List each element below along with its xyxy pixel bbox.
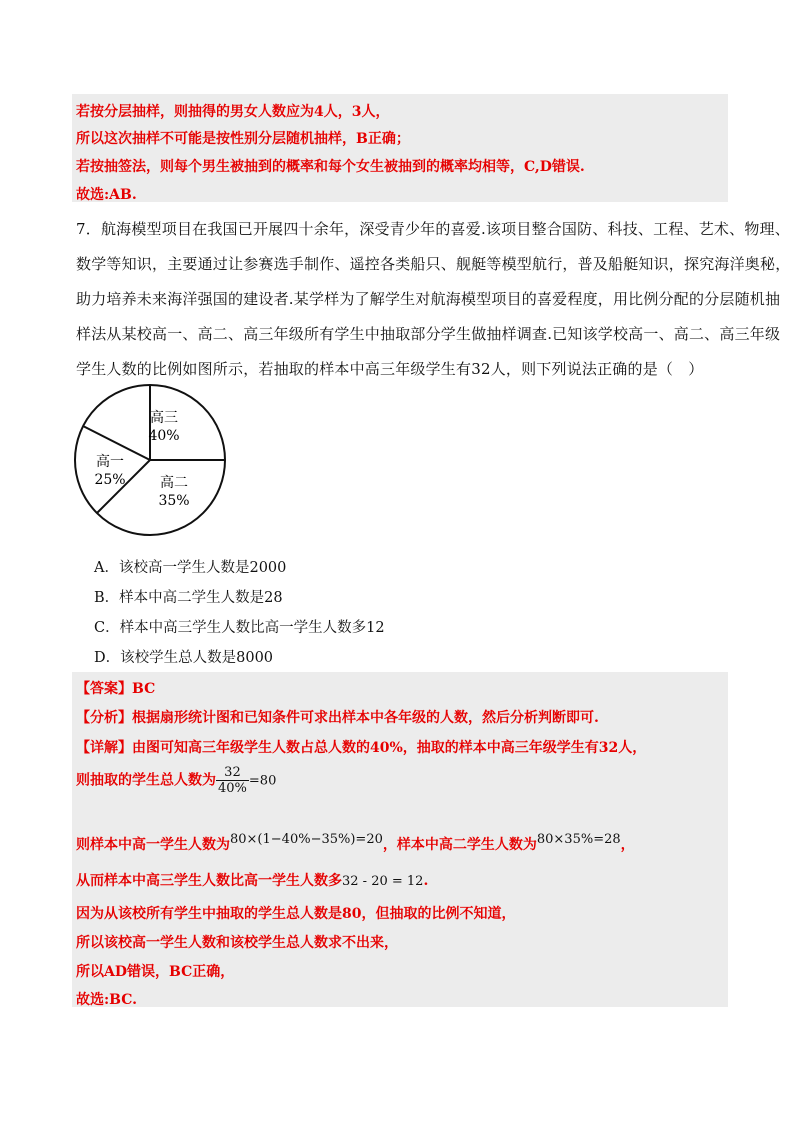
question-line: 数学等知识，主要通过让参赛选手制作、遥控各类船只、舰艇等模型航行，普及船艇知识，探究海洋奥秘，	[76, 255, 791, 273]
diff-expression: 32 - 20 = 12	[342, 874, 424, 889]
option-d: D．该校学生总人数是8000	[94, 650, 274, 666]
diff-prefix: 从而样本中高三学生人数比高一学生人数多	[76, 873, 342, 889]
g2-prefix: ，样本中高二学生人数为	[382, 837, 537, 853]
solution-line: 若按抽签法，则每个男生被抽到的概率和每个女生被抽到的概率均相等，C,D错误.	[76, 159, 585, 175]
g2-expression: 80×35%=28	[536, 832, 621, 847]
slice-pct-senior1: 25%	[94, 472, 126, 488]
question-line: 学生人数的比例如图所示，若抽取的样本中高三年级学生有32人，则下列说法正确的是（ ）	[76, 360, 704, 378]
total-line	[76, 765, 276, 796]
analysis-line: 【分析】根据扇形统计图和已知条件可求出样本中各年级的人数，然后分析判断即可.	[76, 710, 599, 726]
slice-label-senior1: 高一	[96, 454, 124, 470]
total-fraction	[216, 765, 249, 796]
question-line: 助力培养未来海洋强国的建设者.某学样为了解学生对航海模型项目的喜爱程度，用比例分配的分层随机抽	[76, 290, 781, 308]
final-choice-line: 故选:BC.	[76, 992, 138, 1008]
option-a: A．该校高一学生人数是2000	[94, 560, 287, 576]
option-c: C．样本中高三学生人数比高一学生人数多12	[94, 620, 385, 636]
diff-suffix: .	[423, 873, 429, 889]
total-result: =80	[248, 773, 277, 789]
question-line: 7．航海模型项目在我国已开展四十余年，深受青少年的喜爱.该项目整合国防、科技、工程、艺术、物理、	[76, 220, 790, 238]
slice-pct-senior2: 35%	[158, 493, 190, 509]
pie-chart	[60, 371, 240, 551]
solution-line: 故选:AB.	[76, 187, 137, 203]
detail-line: 【详解】由图可知高三年级学生人数占总人数的40%，抽取的样本中高三年级学生有32人，	[76, 740, 647, 756]
question-line: 样法从某校高一、高二、高三年级所有学生中抽取部分学生做抽样调查.已知该学校高一、高二、高三年级	[76, 325, 781, 343]
g1-prefix: 则样本中高一学生人数为	[76, 837, 230, 853]
solution-line: 所以这次抽样不可能是按性别分层随机抽样，B正确；	[76, 131, 410, 147]
difference-line	[76, 870, 428, 890]
reason-line: 所以该校高一学生人数和该校学生总人数求不出来，	[76, 935, 398, 951]
solution-line: 若按分层抽样，则抽得的男女人数应为4人，3人，	[76, 104, 390, 120]
option-b: B．样本中高二学生人数是28	[94, 590, 283, 606]
reason-line: 因为从该校所有学生中抽取的学生总人数是80，但抽取的比例不知道，	[76, 906, 516, 922]
fraction-numerator: 32	[216, 765, 249, 781]
fraction-denominator: 40%	[218, 781, 247, 796]
grade-count-line	[76, 828, 635, 853]
answer-line: 【答案】BC	[76, 681, 156, 697]
g1-expression: 80×(1−40%−35%)=20	[230, 832, 383, 847]
slice-pct-senior3: 40%	[148, 428, 180, 444]
conclusion-line: 所以AD错误，BC正确，	[76, 964, 235, 980]
total-prefix: 则抽取的学生总人数为	[76, 772, 216, 789]
g2-suffix: ，	[620, 837, 635, 853]
slice-label-senior2: 高二	[160, 475, 188, 491]
slice-label-senior3: 高三	[150, 410, 178, 426]
